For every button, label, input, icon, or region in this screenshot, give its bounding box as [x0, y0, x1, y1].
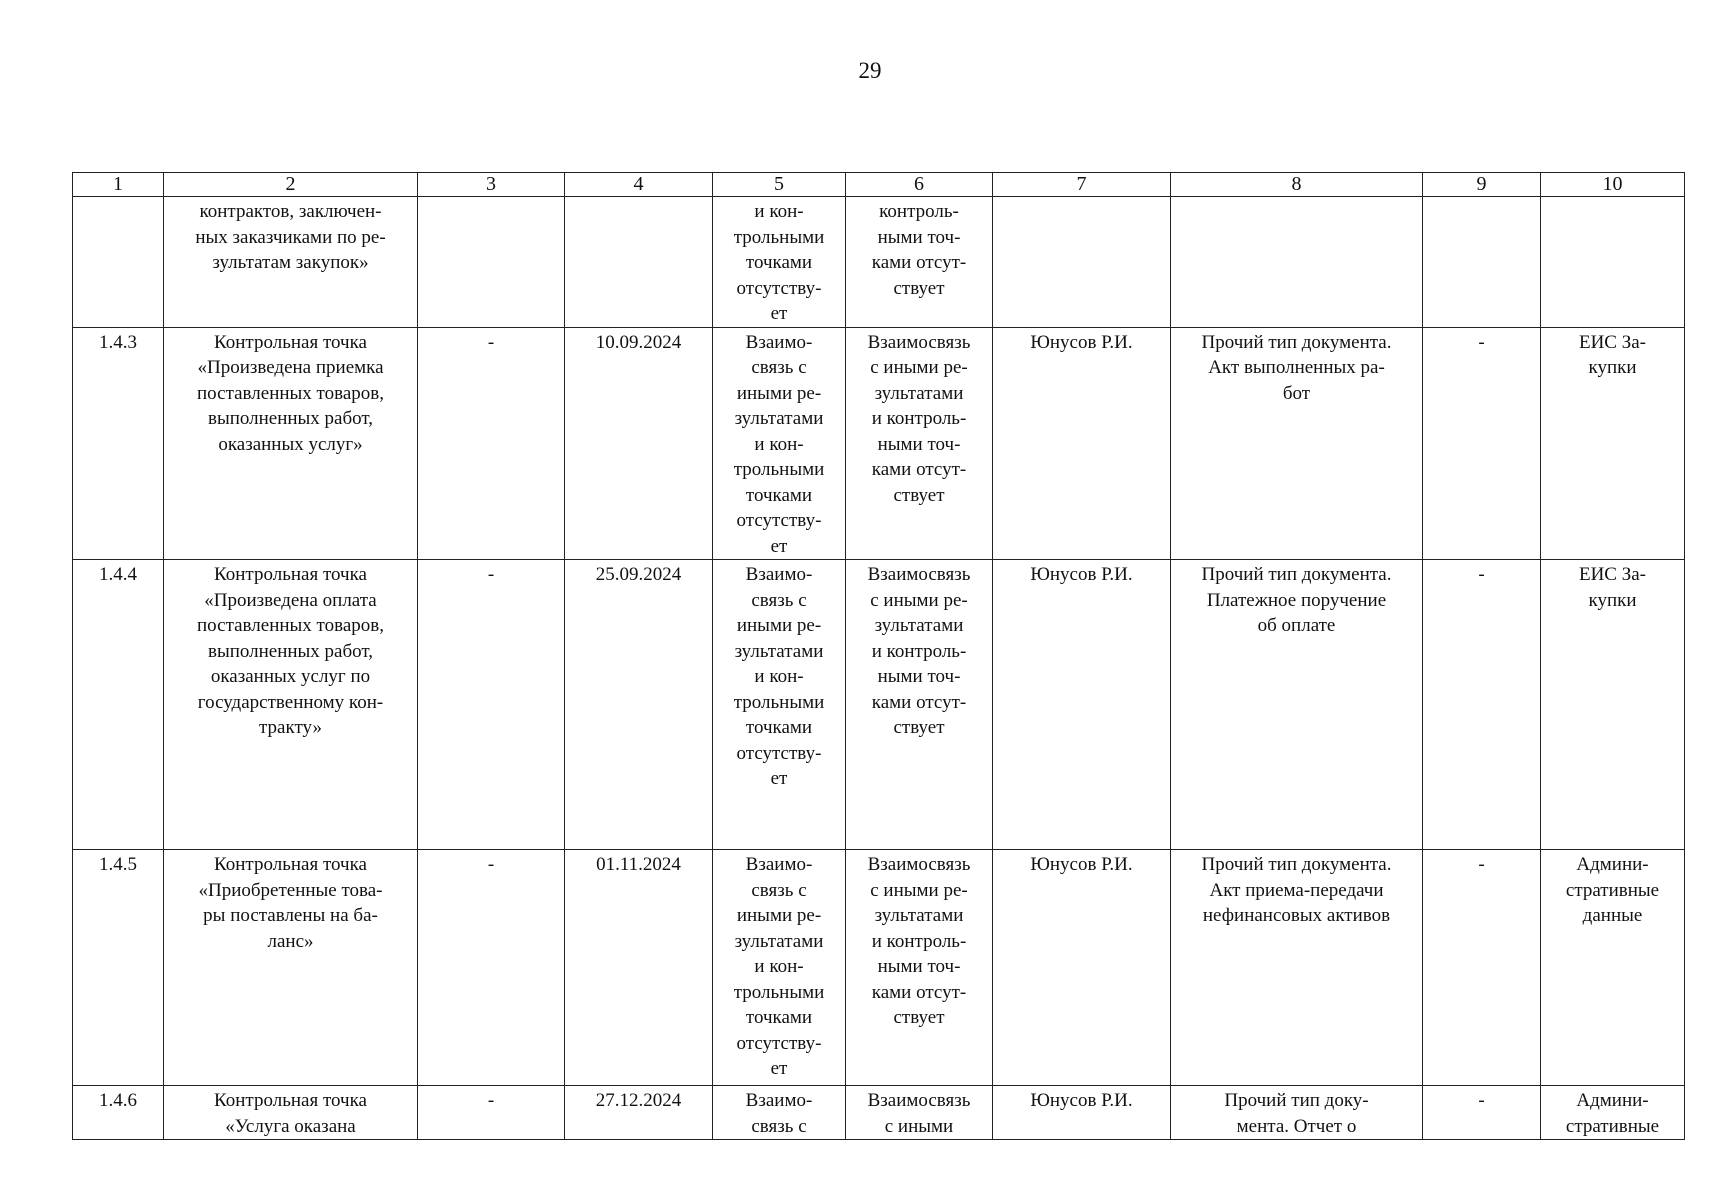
row-responsible: Юнусов Р.И. — [993, 560, 1171, 850]
row-source — [1541, 197, 1685, 328]
row-id: 1.4.4 — [73, 560, 164, 850]
row-col5: Взаимо- связь с — [713, 1086, 846, 1140]
row-col3: - — [418, 560, 565, 850]
row-id: 1.4.3 — [73, 327, 164, 560]
column-number-9: 9 — [1423, 173, 1541, 197]
row-col3: - — [418, 1086, 565, 1140]
row-col5: Взаимо- связь с иными ре- зультатами и кон- трольными точками отсутству- ет — [713, 327, 846, 560]
column-number-row — [73, 173, 1685, 197]
table-row — [73, 327, 1685, 560]
row-col3: - — [418, 850, 565, 1086]
row-id: 1.4.5 — [73, 850, 164, 1086]
row-document: Прочий тип документа. Акт выполненных ра- бот — [1171, 327, 1423, 560]
row-responsible: Юнусов Р.И. — [993, 327, 1171, 560]
row-name: Контрольная точка «Произведена оплата поставленных товаров, выполненных работ, оказанных услуг по государственному кон- тракту» — [164, 560, 418, 850]
column-number-10: 10 — [1541, 173, 1685, 197]
row-col9: - — [1423, 1086, 1541, 1140]
row-document: Прочий тип доку- мента. Отчет о — [1171, 1086, 1423, 1140]
row-name: Контрольная точка «Услуга оказана — [164, 1086, 418, 1140]
row-source: Админи- стративные — [1541, 1086, 1685, 1140]
row-name: Контрольная точка «Приобретенные това- ры поставлены на ба- ланс» — [164, 850, 418, 1086]
row-id: 1.4.6 — [73, 1086, 164, 1140]
column-number-4: 4 — [565, 173, 713, 197]
row-date: 25.09.2024 — [565, 560, 713, 850]
row-col9: - — [1423, 327, 1541, 560]
table-row — [73, 197, 1685, 328]
row-document: Прочий тип документа. Платежное поручение об оплате — [1171, 560, 1423, 850]
row-date: 10.09.2024 — [565, 327, 713, 560]
table-row — [73, 1086, 1685, 1140]
row-date: 27.12.2024 — [565, 1086, 713, 1140]
row-col3: - — [418, 327, 565, 560]
row-col5: Взаимо- связь с иными ре- зультатами и кон- трольными точками отсутству- ет — [713, 560, 846, 850]
row-id — [73, 197, 164, 328]
column-number-7: 7 — [993, 173, 1171, 197]
row-date: 01.11.2024 — [565, 850, 713, 1086]
row-col6: Взаимосвязь с иными ре- зультатами и контроль- ными точ- ками отсут- ствует — [846, 850, 993, 1086]
row-responsible: Юнусов Р.И. — [993, 1086, 1171, 1140]
row-col6: Взаимосвязь с иными — [846, 1086, 993, 1140]
row-source: ЕИС За- купки — [1541, 327, 1685, 560]
row-col5: Взаимо- связь с иными ре- зультатами и кон- трольными точками отсутству- ет — [713, 850, 846, 1086]
column-number-8: 8 — [1171, 173, 1423, 197]
row-col9: - — [1423, 850, 1541, 1086]
row-responsible: Юнусов Р.И. — [993, 850, 1171, 1086]
page-number: 29 — [858, 58, 882, 83]
column-number-2: 2 — [164, 173, 418, 197]
row-document: Прочий тип документа. Акт приема-передачи нефинансовых активов — [1171, 850, 1423, 1086]
table-row — [73, 560, 1685, 850]
row-source: Админи- стративные данные — [1541, 850, 1685, 1086]
row-name: Контрольная точка «Произведена приемка поставленных товаров, выполненных работ, оказанных услуг» — [164, 327, 418, 560]
row-source: ЕИС За- купки — [1541, 560, 1685, 850]
row-name: контрактов, заключен- ных заказчиками по ре- зультатам закупок» — [164, 197, 418, 328]
column-number-5: 5 — [713, 173, 846, 197]
row-col9 — [1423, 197, 1541, 328]
row-col6: Взаимосвязь с иными ре- зультатами и контроль- ными точ- ками отсут- ствует — [846, 327, 993, 560]
row-col9: - — [1423, 560, 1541, 850]
column-number-1: 1 — [73, 173, 164, 197]
row-responsible — [993, 197, 1171, 328]
row-col6: Взаимосвязь с иными ре- зультатами и контроль- ными точ- ками отсут- ствует — [846, 560, 993, 850]
column-number-3: 3 — [418, 173, 565, 197]
column-number-6: 6 — [846, 173, 993, 197]
row-col6: контроль- ными точ- ками отсут- ствует — [846, 197, 993, 328]
row-date — [565, 197, 713, 328]
plan-table — [72, 172, 1685, 1140]
row-document — [1171, 197, 1423, 328]
row-col3 — [418, 197, 565, 328]
row-col5: и кон- трольными точками отсутству- ет — [713, 197, 846, 328]
table-row — [73, 850, 1685, 1086]
